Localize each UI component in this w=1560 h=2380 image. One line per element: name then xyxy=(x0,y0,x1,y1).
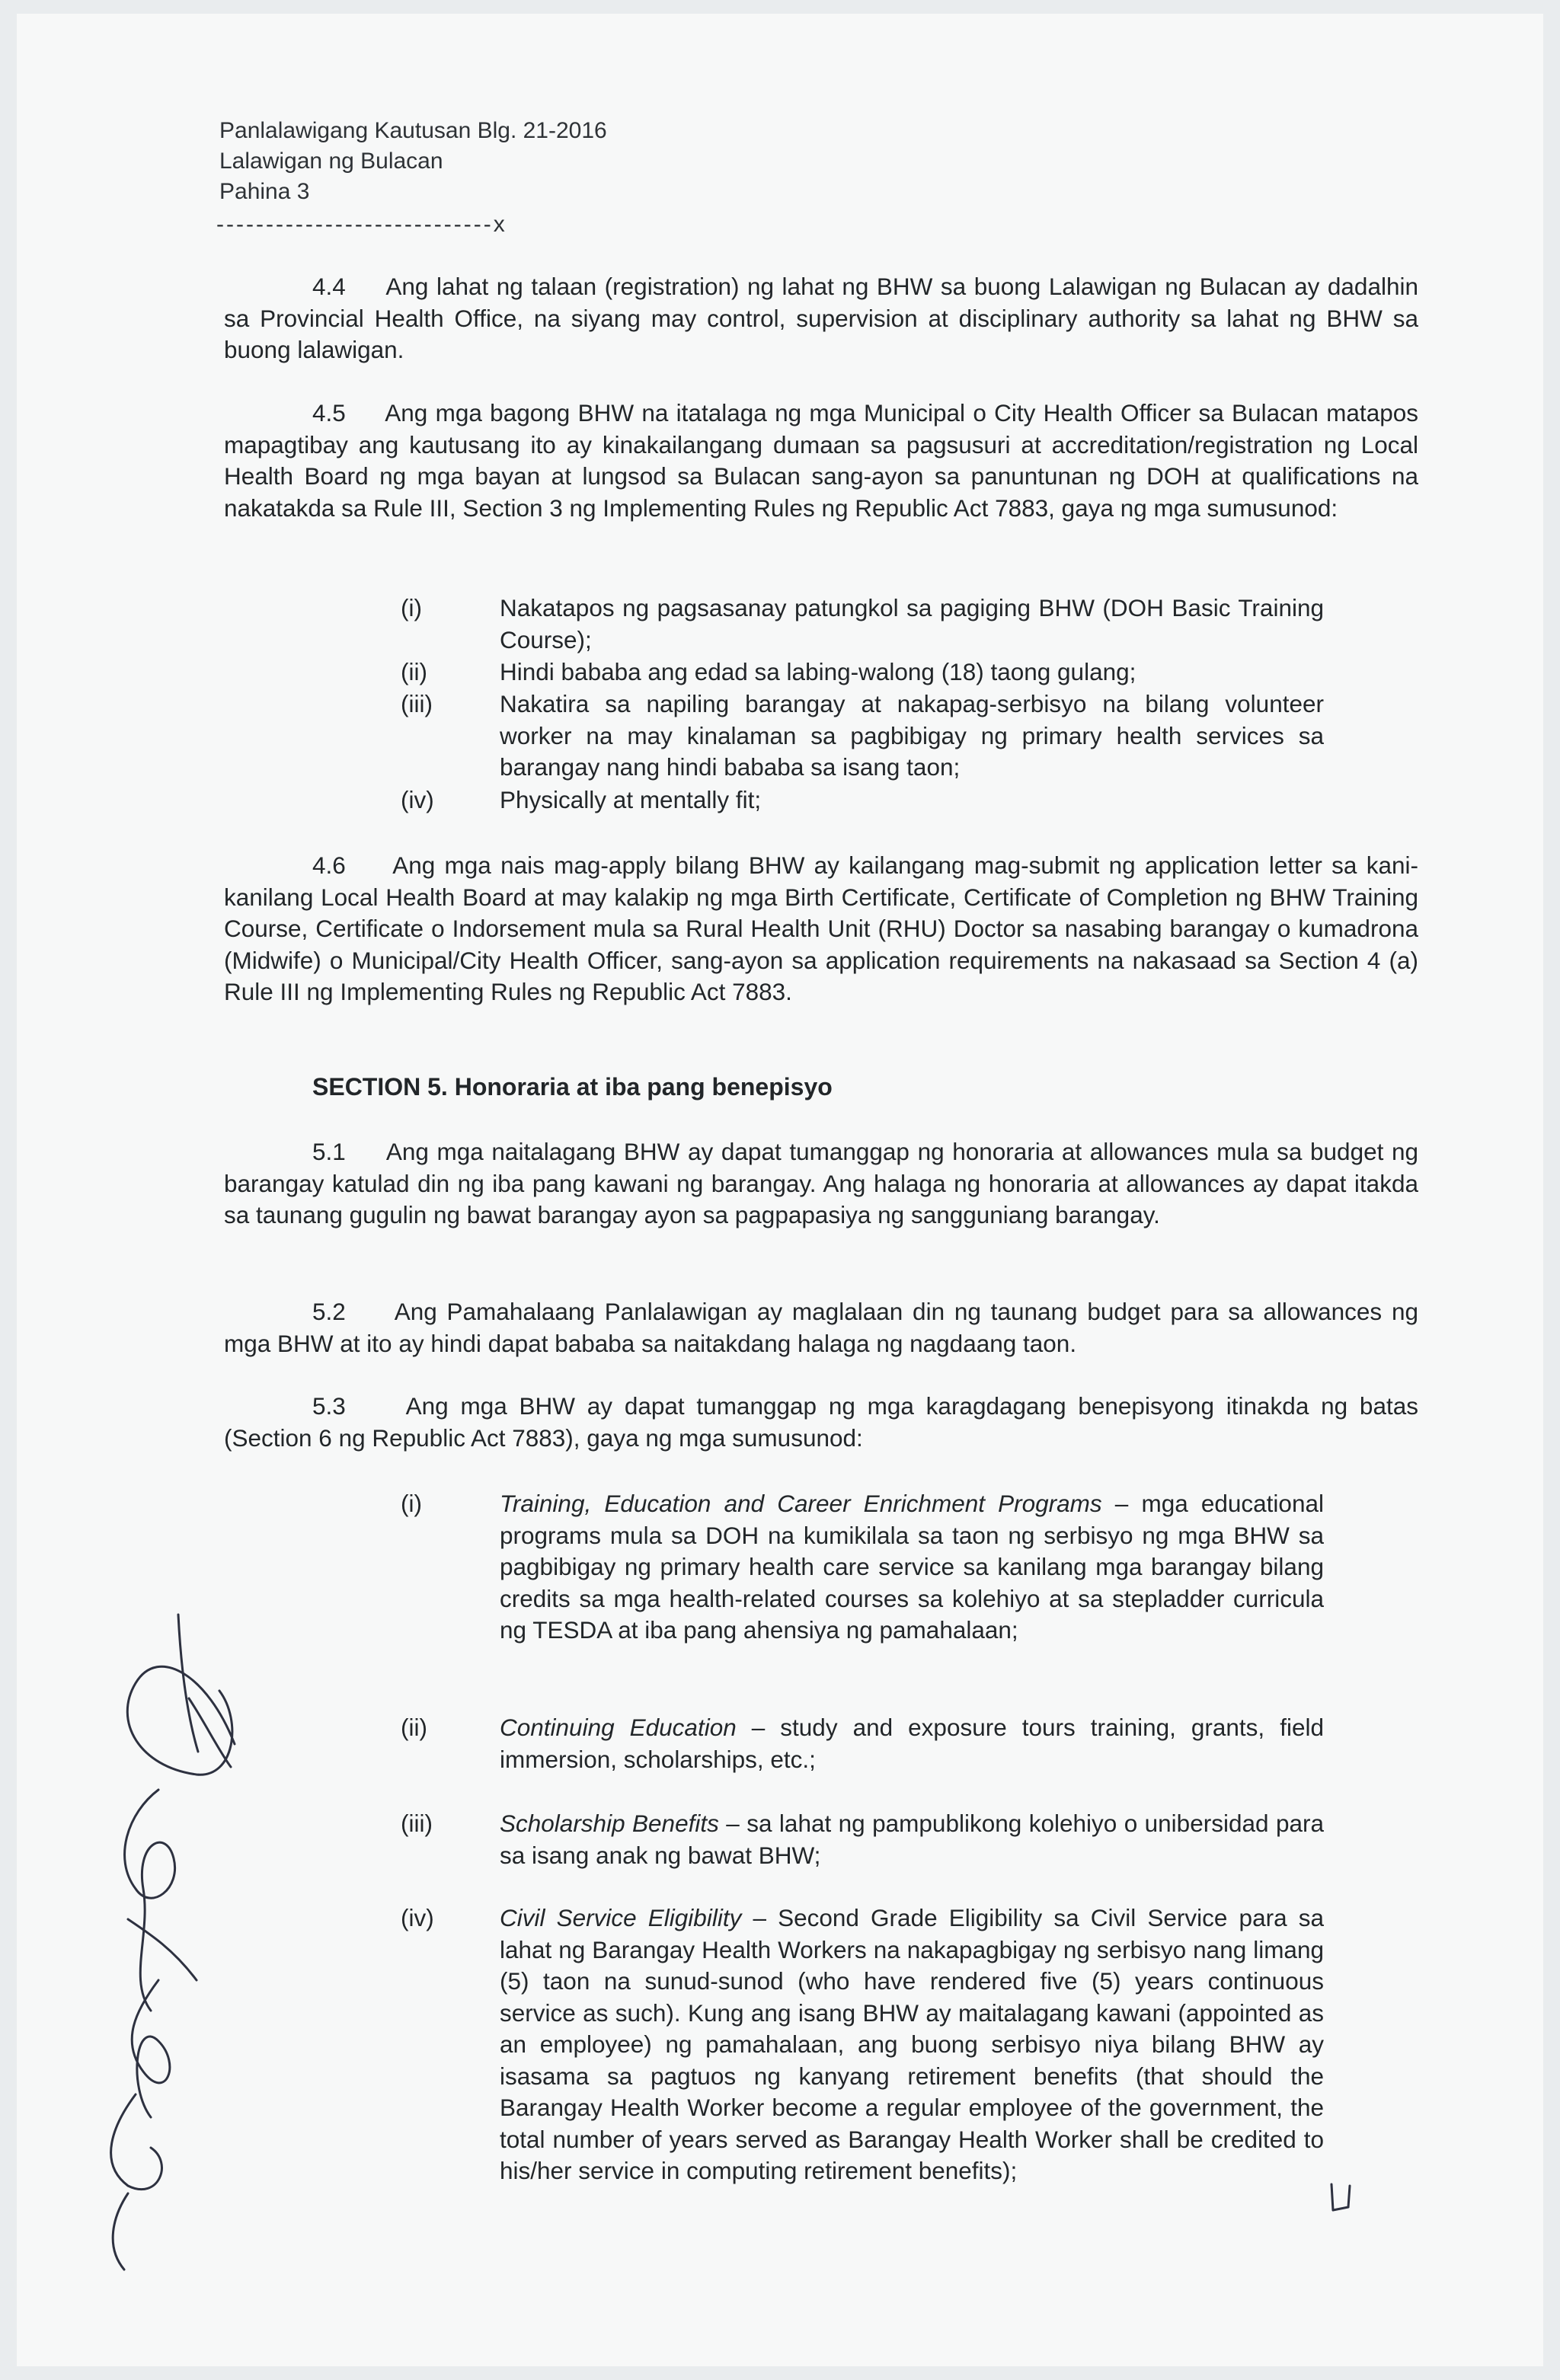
benefit-term: Scholarship Benefits xyxy=(500,1810,719,1837)
paragraph-number: 5.3 xyxy=(312,1392,346,1420)
paragraph-text: Ang Pamahalaang Panlalawigan ay maglalaan din ng taunang budget para sa allowances ng mga BHW at ito ay hindi dapat bababa sa naitakdang halaga ng nagdaang taon. xyxy=(224,1298,1418,1357)
paragraph-5-1 xyxy=(224,1136,1418,1232)
paragraph-number: 4.4 xyxy=(312,273,346,300)
list-label: (iii) xyxy=(401,1810,433,1837)
ordinance-number: Panlalawigang Kautusan Blg. 21-2016 xyxy=(219,118,607,143)
list-item: Hindi bababa ang edad sa labing-walong (18) taong gulang; xyxy=(500,658,1136,685)
benefit-term: Civil Service Eligibility xyxy=(500,1904,742,1931)
list-item xyxy=(500,1712,1324,1775)
paragraph-5-3 xyxy=(224,1391,1418,1454)
section-heading: SECTION 5. Honoraria at iba pang benepisyo xyxy=(312,1073,833,1101)
document-header xyxy=(219,116,607,207)
paragraph-text: Ang mga nais mag-apply bilang BHW ay kailangang mag-submit ng application letter sa kani-kanilang Local Health Board at may kalakip ng mga Birth Certificate, Certificate of Completion ng BHW Training Course, Certificate o Indorsement mula sa Rural Health Unit (RHU) Doctor sa nasabing barangay o kumadrona (Midwife) o Municipal/City Health Officer, sang-ayon sa application requirements na nakasaad sa Section 4 (a) Rule III ng Implementing Rules ng Republic Act 7883. xyxy=(224,851,1418,1005)
benefit-text: – mga educational programs mula sa DOH na kumikilala sa taon ng serbisyo ng mga BHW sa pagbibigay ng primary health care service sa kanilang mga barangay bilang credits sa mga health-related courses sa kolehiyo at sa stepladder curricula ng TESDA at iba pang ahensiya ng pamahalaan; xyxy=(500,1490,1324,1644)
list-item: Nakatapos ng pagsasanay patungkol sa pagiging BHW (DOH Basic Training Course); xyxy=(500,594,1324,653)
list-label: (iv) xyxy=(401,786,434,813)
list-label: (ii) xyxy=(401,1714,427,1741)
benefit-text: – study and exposure tours training, grants, field immersion, scholarships, etc.; xyxy=(500,1714,1324,1773)
benefit-text: – sa lahat ng pampublikong kolehiyo o unibersidad para sa isang anak ng bawat BHW; xyxy=(500,1810,1324,1869)
paragraph-number: 4.6 xyxy=(312,851,346,879)
list-label: (ii) xyxy=(401,658,427,685)
list-label: (iii) xyxy=(401,690,433,717)
province-name: Lalawigan ng Bulacan xyxy=(219,149,443,174)
page-number: Pahina 3 xyxy=(219,179,310,204)
paragraph-4-4 xyxy=(224,271,1418,366)
paragraph-number: 5.2 xyxy=(312,1298,346,1325)
paragraph-number: 5.1 xyxy=(312,1138,346,1165)
paragraph-text: Ang lahat ng talaan (registration) ng lahat ng BHW sa buong Lalawigan ng Bulacan ay dadalhin sa Provincial Health Office, na siyang may control, supervision at disciplinary authority sa lahat ng BHW sa buong lalawigan. xyxy=(224,273,1419,363)
margin-signature xyxy=(67,1432,250,2285)
paragraph-4-6 xyxy=(224,850,1418,1008)
list-label: (i) xyxy=(401,594,422,621)
paragraph-text: Ang mga BHW ay dapat tumanggap ng mga karagdagang benepisyong itinakda ng batas (Section 6 ng Republic Act 7883), gaya ng mga sumusunod: xyxy=(224,1392,1418,1452)
initial-mark xyxy=(1325,2180,1356,2218)
list-item xyxy=(500,1488,1324,1647)
list-label: (i) xyxy=(401,1490,422,1517)
list-item: Physically at mentally fit; xyxy=(500,786,762,813)
paragraph-text: Ang mga bagong BHW na itatalaga ng mga Municipal o City Health Officer sa Bulacan matapos mapagtibay ang kautusang ito ay kinakailangang dumaan sa pagsusuri at accreditation/registration ng Local Health Board ng mga bayan at lungsod sa Bulacan sang-ayon sa panuntunan ng DOH at qualifications na nakatakda sa Rule III, Section 3 ng Implementing Rules ng Republic Act 7883, gaya ng mga sumusunod: xyxy=(224,399,1418,522)
paragraph-number: 4.5 xyxy=(312,399,346,426)
paragraph-5-2 xyxy=(224,1296,1418,1359)
list-item xyxy=(500,1808,1324,1871)
paragraph-text: Ang mga naitalagang BHW ay dapat tumanggap ng honoraria at allowances mula sa budget ng barangay katulad din ng iba pang kawani ng barangay. Ang halaga ng honoraria at allowances ay dapat itakda sa taunang gugulin ng bawat barangay ayon sa pagpapasiya ng sangguniang barangay. xyxy=(224,1138,1419,1228)
list-item: Nakatira sa napiling barangay at nakapag-serbisyo na bilang volunteer worker na may kinalaman sa pagbibigay ng primary health services sa barangay nang hindi bababa sa isang taon; xyxy=(500,690,1324,781)
benefit-term: Continuing Education xyxy=(500,1714,737,1741)
paragraph-4-5 xyxy=(224,398,1418,524)
list-item xyxy=(500,1902,1324,2187)
benefit-text: – Second Grade Eligibility sa Civil Service para sa lahat ng Barangay Health Workers na nakapagbigay ng serbisyo nang limang (5) taon na sunud-sunod (who have rendered five (5) years continuous service as such). Kung ang isang BHW ay maitalagang kawani (appointed as an employee) ng pamahalaan, ang buong serbisyo niya bilang BHW ay isasama sa pagtuos ng kanyang retirement benefits (that should the Barangay Health Worker become a regular employee of the government, the total number of years served as Barangay Health Worker shall be credited to his/her service in computing retirement benefits); xyxy=(500,1904,1324,2184)
benefit-term: Training, Education and Career Enrichment Programs xyxy=(500,1490,1102,1517)
list-label: (iv) xyxy=(401,1904,434,1931)
header-separator: ----------------------------x xyxy=(216,212,507,237)
